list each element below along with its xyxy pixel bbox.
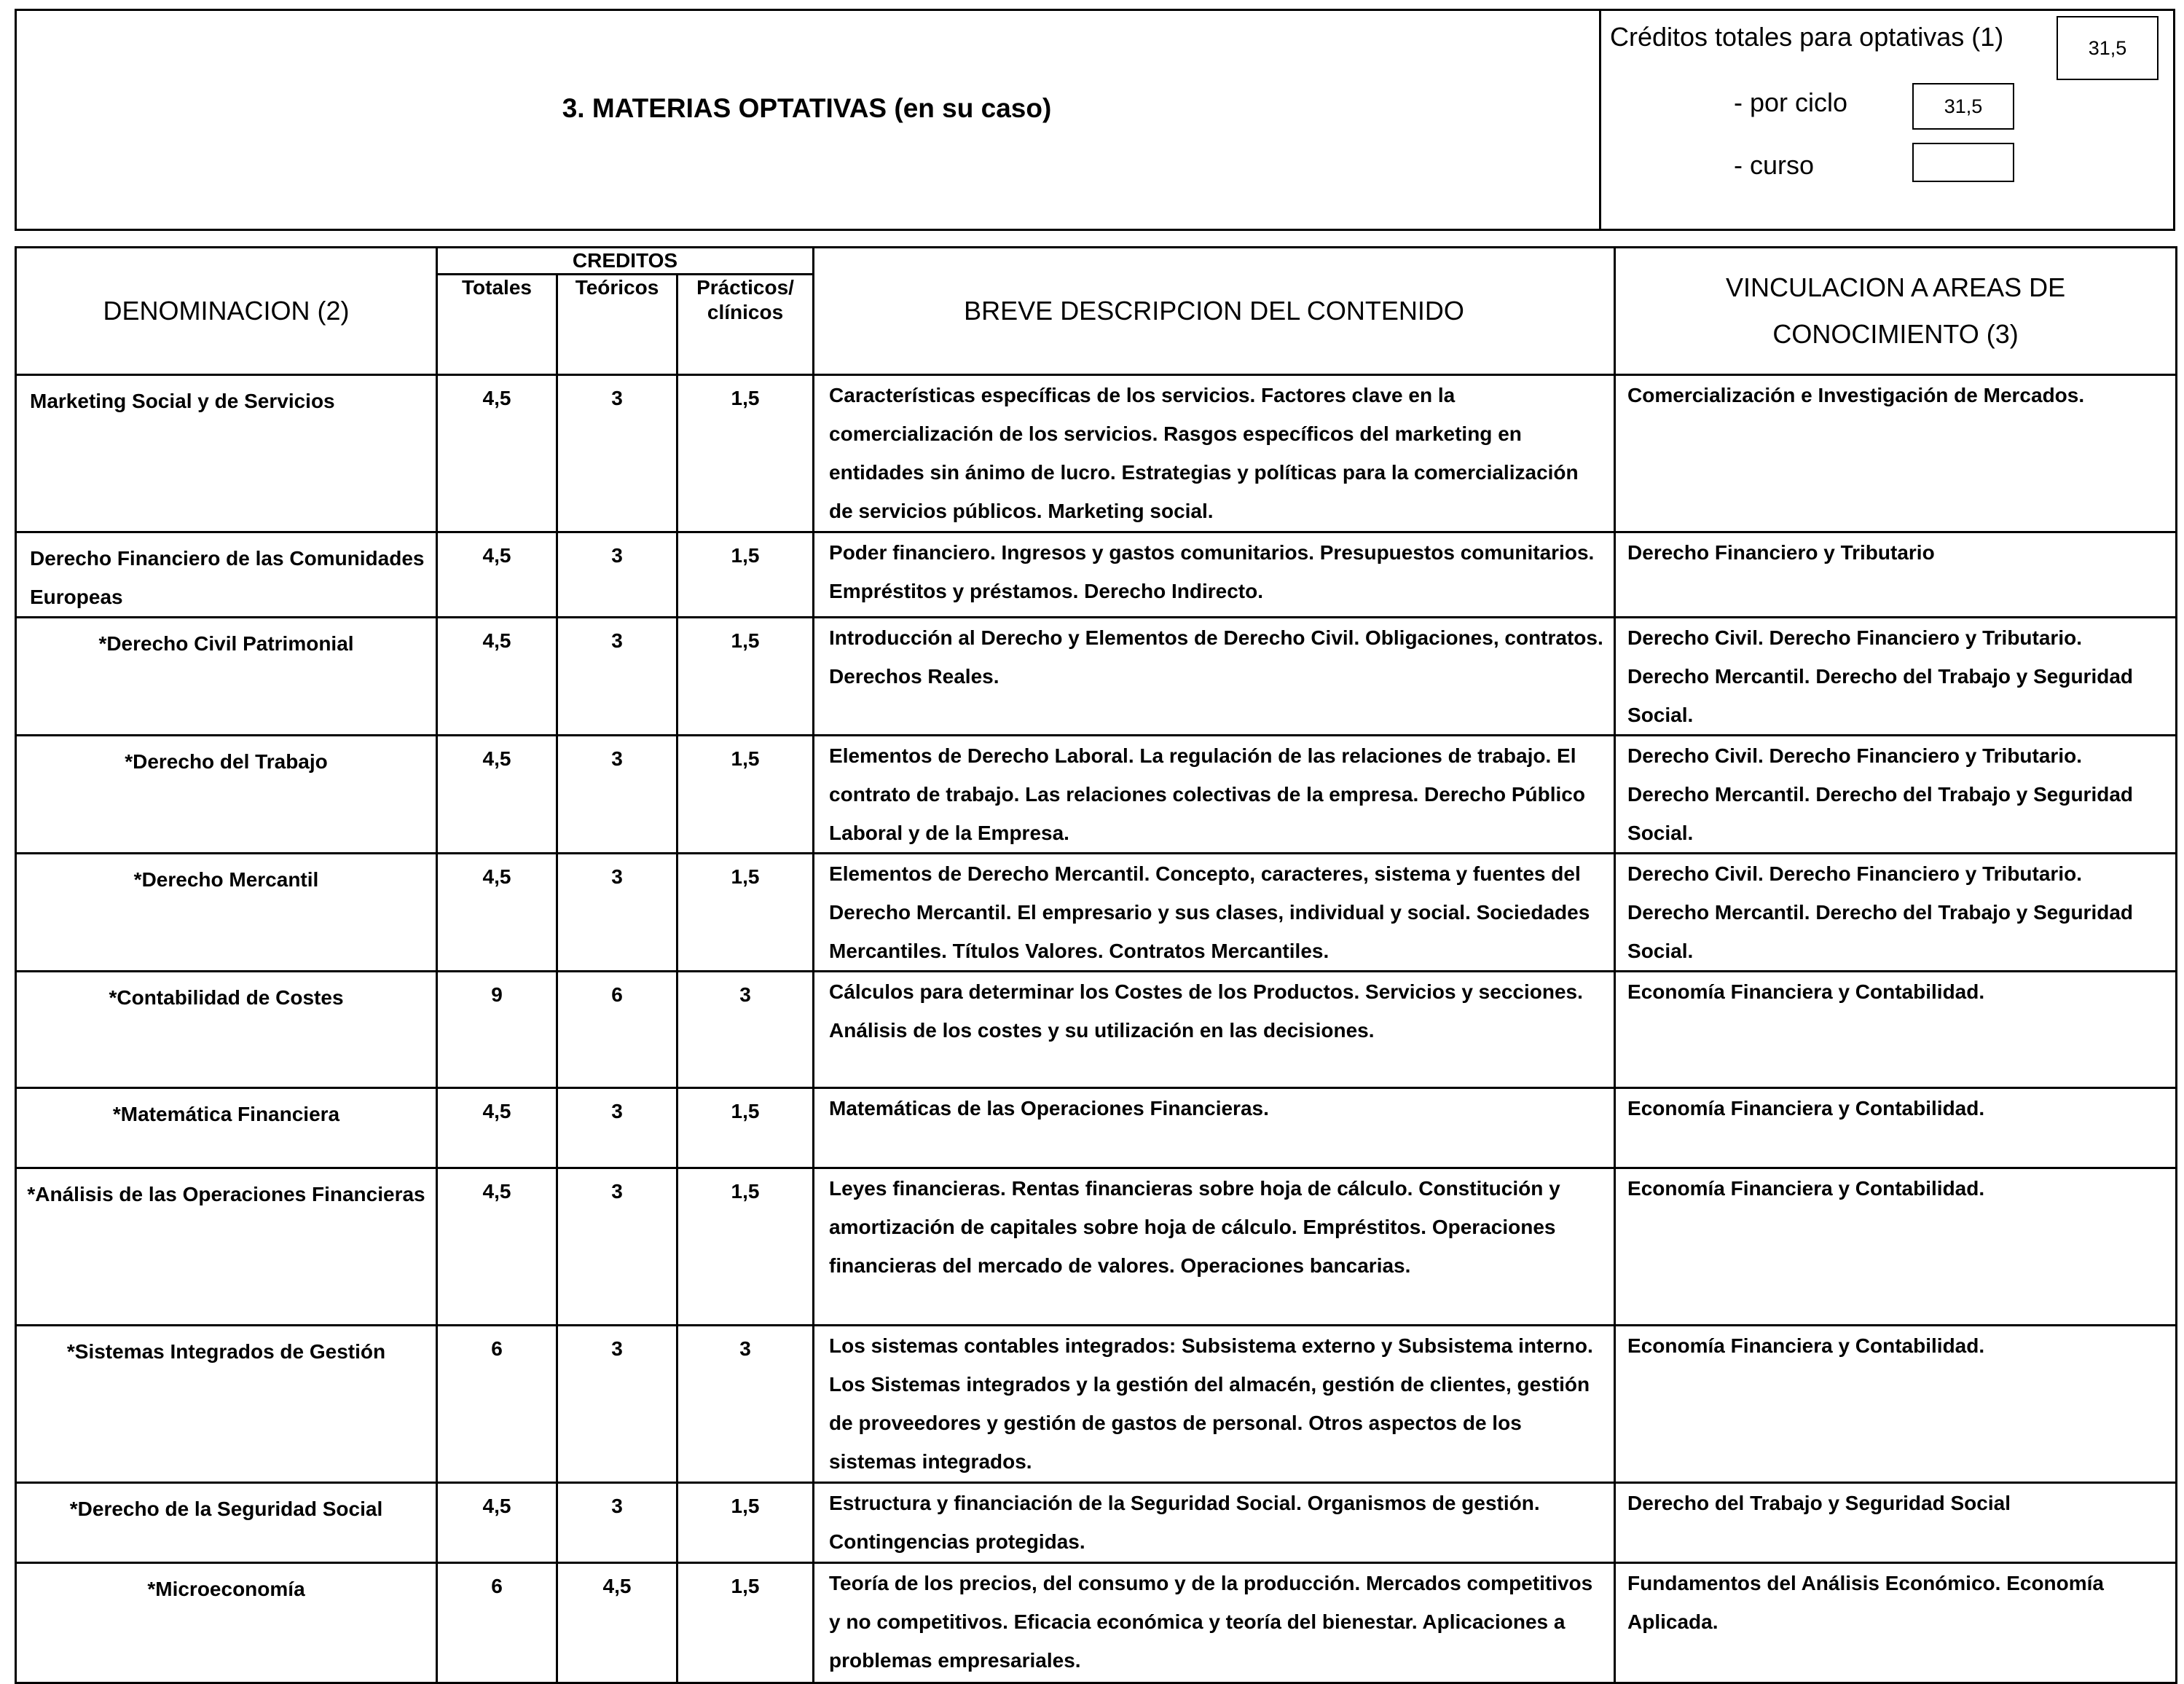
col-header-vinculacion-line1: VINCULACION A AREAS DE <box>1725 272 2066 302</box>
row-practicos: 3 <box>677 972 814 1088</box>
curso-label: - curso <box>1734 150 1815 180</box>
row-teoricos: 3 <box>557 532 677 618</box>
row-area: Economía Financiera y Contabilidad. <box>1615 1326 2177 1483</box>
row-teoricos: 3 <box>557 736 677 854</box>
row-practicos: 1,5 <box>677 1168 814 1326</box>
row-totales: 4,5 <box>437 1168 557 1326</box>
row-name: *Análisis de las Operaciones Financieras <box>16 1168 437 1326</box>
row-teoricos: 6 <box>557 972 677 1088</box>
table-row <box>16 972 2177 1088</box>
row-teoricos: 3 <box>557 618 677 736</box>
row-descripcion: Elementos de Derecho Mercantil. Concepto, caracteres, sistema y fuentes del Derecho Mercantil. El empresario y sus clases, individual y social. Sociedades Mercantiles. Títulos Valores. Contratos Mercantiles. <box>814 854 1615 972</box>
row-name: *Matemática Financiera <box>16 1088 437 1168</box>
row-area: Fundamentos del Análisis Económico. Economía Aplicada. <box>1615 1563 2177 1683</box>
header-divider <box>1599 9 1601 231</box>
row-area: Derecho Civil. Derecho Financiero y Tributario. Derecho Mercantil. Derecho del Trabajo y Seguridad Social. <box>1615 618 2177 736</box>
row-practicos: 1,5 <box>677 618 814 736</box>
row-name: *Derecho Mercantil <box>16 854 437 972</box>
table-row <box>16 1483 2177 1563</box>
row-area: Derecho Civil. Derecho Financiero y Tributario. Derecho Mercantil. Derecho del Trabajo y Seguridad Social. <box>1615 854 2177 972</box>
col-header-practicos: Prácticos/ clínicos <box>677 275 814 375</box>
row-totales: 9 <box>437 972 557 1088</box>
por-ciclo-label: - por ciclo <box>1734 87 1848 117</box>
row-practicos: 1,5 <box>677 854 814 972</box>
row-teoricos: 3 <box>557 1088 677 1168</box>
row-totales: 4,5 <box>437 532 557 618</box>
curso-box <box>1912 143 2014 182</box>
row-practicos: 3 <box>677 1326 814 1483</box>
table-row <box>16 1088 2177 1168</box>
row-descripcion: Estructura y financiación de la Seguridad Social. Organismos de gestión. Contingencias protegidas. <box>814 1483 1615 1563</box>
row-practicos: 1,5 <box>677 375 814 532</box>
row-name: *Sistemas Integrados de Gestión <box>16 1326 437 1483</box>
row-descripcion: Elementos de Derecho Laboral. La regulación de las relaciones de trabajo. El contrato de trabajo. Las relaciones colectivas de la empresa. Derecho Público Laboral y de la Empresa. <box>814 736 1615 854</box>
row-name: *Derecho del Trabajo <box>16 736 437 854</box>
row-totales: 4,5 <box>437 1088 557 1168</box>
row-totales: 4,5 <box>437 1483 557 1563</box>
row-descripcion: Los sistemas contables integrados: Subsistema externo y Subsistema interno. Los Sistemas integrados y la gestión del almacén, gestión de clientes, gestión de proveedores y gestión de gastos de personal. Otros aspectos de los sistemas integrados. <box>814 1326 1615 1483</box>
table-row <box>16 532 2177 618</box>
row-totales: 4,5 <box>437 618 557 736</box>
row-descripcion: Introducción al Derecho y Elementos de Derecho Civil. Obligaciones, contratos. Derechos Reales. <box>814 618 1615 736</box>
row-area: Comercialización e Investigación de Mercados. <box>1615 375 2177 532</box>
row-totales: 4,5 <box>437 375 557 532</box>
row-practicos: 1,5 <box>677 532 814 618</box>
col-header-teoricos: Teóricos <box>557 275 677 375</box>
row-teoricos: 3 <box>557 854 677 972</box>
row-area: Economía Financiera y Contabilidad. <box>1615 1088 2177 1168</box>
table-row <box>16 1326 2177 1483</box>
col-header-denominacion: DENOMINACION (2) <box>16 248 437 375</box>
row-name: *Contabilidad de Costes <box>16 972 437 1088</box>
creditos-totales-label: Créditos totales para optativas (1) <box>1610 22 2004 52</box>
row-area: Derecho del Trabajo y Seguridad Social <box>1615 1483 2177 1563</box>
row-descripcion: Leyes financieras. Rentas financieras sobre hoja de cálculo. Constitución y amortización de capitales sobre hoja de cálculo. Empréstitos. Operaciones financieras del mercado de valores. Operaciones bancarias. <box>814 1168 1615 1326</box>
row-totales: 6 <box>437 1326 557 1483</box>
row-teoricos: 4,5 <box>557 1563 677 1683</box>
row-teoricos: 3 <box>557 1483 677 1563</box>
col-header-descripcion: BREVE DESCRIPCION DEL CONTENIDO <box>814 248 1615 375</box>
row-descripcion: Poder financiero. Ingresos y gastos comunitarios. Presupuestos comunitarios. Empréstitos y préstamos. Derecho Indirecto. <box>814 532 1615 618</box>
row-name: *Microeconomía <box>16 1563 437 1683</box>
section-title: 3. MATERIAS OPTATIVAS (en su caso) <box>562 93 1052 123</box>
row-descripcion: Matemáticas de las Operaciones Financieras. <box>814 1088 1615 1168</box>
row-teoricos: 3 <box>557 1326 677 1483</box>
row-totales: 4,5 <box>437 736 557 854</box>
row-teoricos: 3 <box>557 375 677 532</box>
col-header-totales: Totales <box>437 275 557 375</box>
row-practicos: 1,5 <box>677 736 814 854</box>
table-row <box>16 375 2177 532</box>
table-row <box>16 736 2177 854</box>
materias-table <box>15 246 2177 1684</box>
row-practicos: 1,5 <box>677 1088 814 1168</box>
row-practicos: 1,5 <box>677 1563 814 1683</box>
por-ciclo-box: 31,5 <box>1912 83 2014 130</box>
table-row <box>16 1563 2177 1683</box>
row-area: Derecho Financiero y Tributario <box>1615 532 2177 618</box>
row-totales: 4,5 <box>437 854 557 972</box>
row-descripcion: Cálculos para determinar los Costes de los Productos. Servicios y secciones. Análisis de los costes y su utilización en las decisiones. <box>814 972 1615 1088</box>
table-row <box>16 618 2177 736</box>
table-row <box>16 1168 2177 1326</box>
row-name: Derecho Financiero de las Comunidades Europeas <box>16 532 437 618</box>
row-name: Marketing Social y de Servicios <box>16 375 437 532</box>
row-descripcion: Teoría de los precios, del consumo y de la producción. Mercados competitivos y no competitivos. Eficacia económica y teoría del bienestar. Aplicaciones a problemas empresariales. <box>814 1563 1615 1683</box>
col-header-creditos: CREDITOS <box>437 248 814 275</box>
table-row <box>16 854 2177 972</box>
row-descripcion: Características específicas de los servicios. Factores clave en la comercialización de los servicios. Rasgos específicos del marketing en entidades sin ánimo de lucro. Estrategias y políticas para la comercialización de servicios públicos. Marketing social. <box>814 375 1615 532</box>
row-totales: 6 <box>437 1563 557 1683</box>
col-header-vinculacion-line2: CONOCIMIENTO (3) <box>1772 319 2019 349</box>
creditos-totales-box: 31,5 <box>2057 16 2159 80</box>
row-name: *Derecho de la Seguridad Social <box>16 1483 437 1563</box>
row-practicos: 1,5 <box>677 1483 814 1563</box>
col-header-vinculacion <box>1615 248 2177 375</box>
row-area: Derecho Civil. Derecho Financiero y Tributario. Derecho Mercantil. Derecho del Trabajo y Seguridad Social. <box>1615 736 2177 854</box>
row-teoricos: 3 <box>557 1168 677 1326</box>
row-name: *Derecho Civil Patrimonial <box>16 618 437 736</box>
row-area: Economía Financiera y Contabilidad. <box>1615 972 2177 1088</box>
row-area: Economía Financiera y Contabilidad. <box>1615 1168 2177 1326</box>
